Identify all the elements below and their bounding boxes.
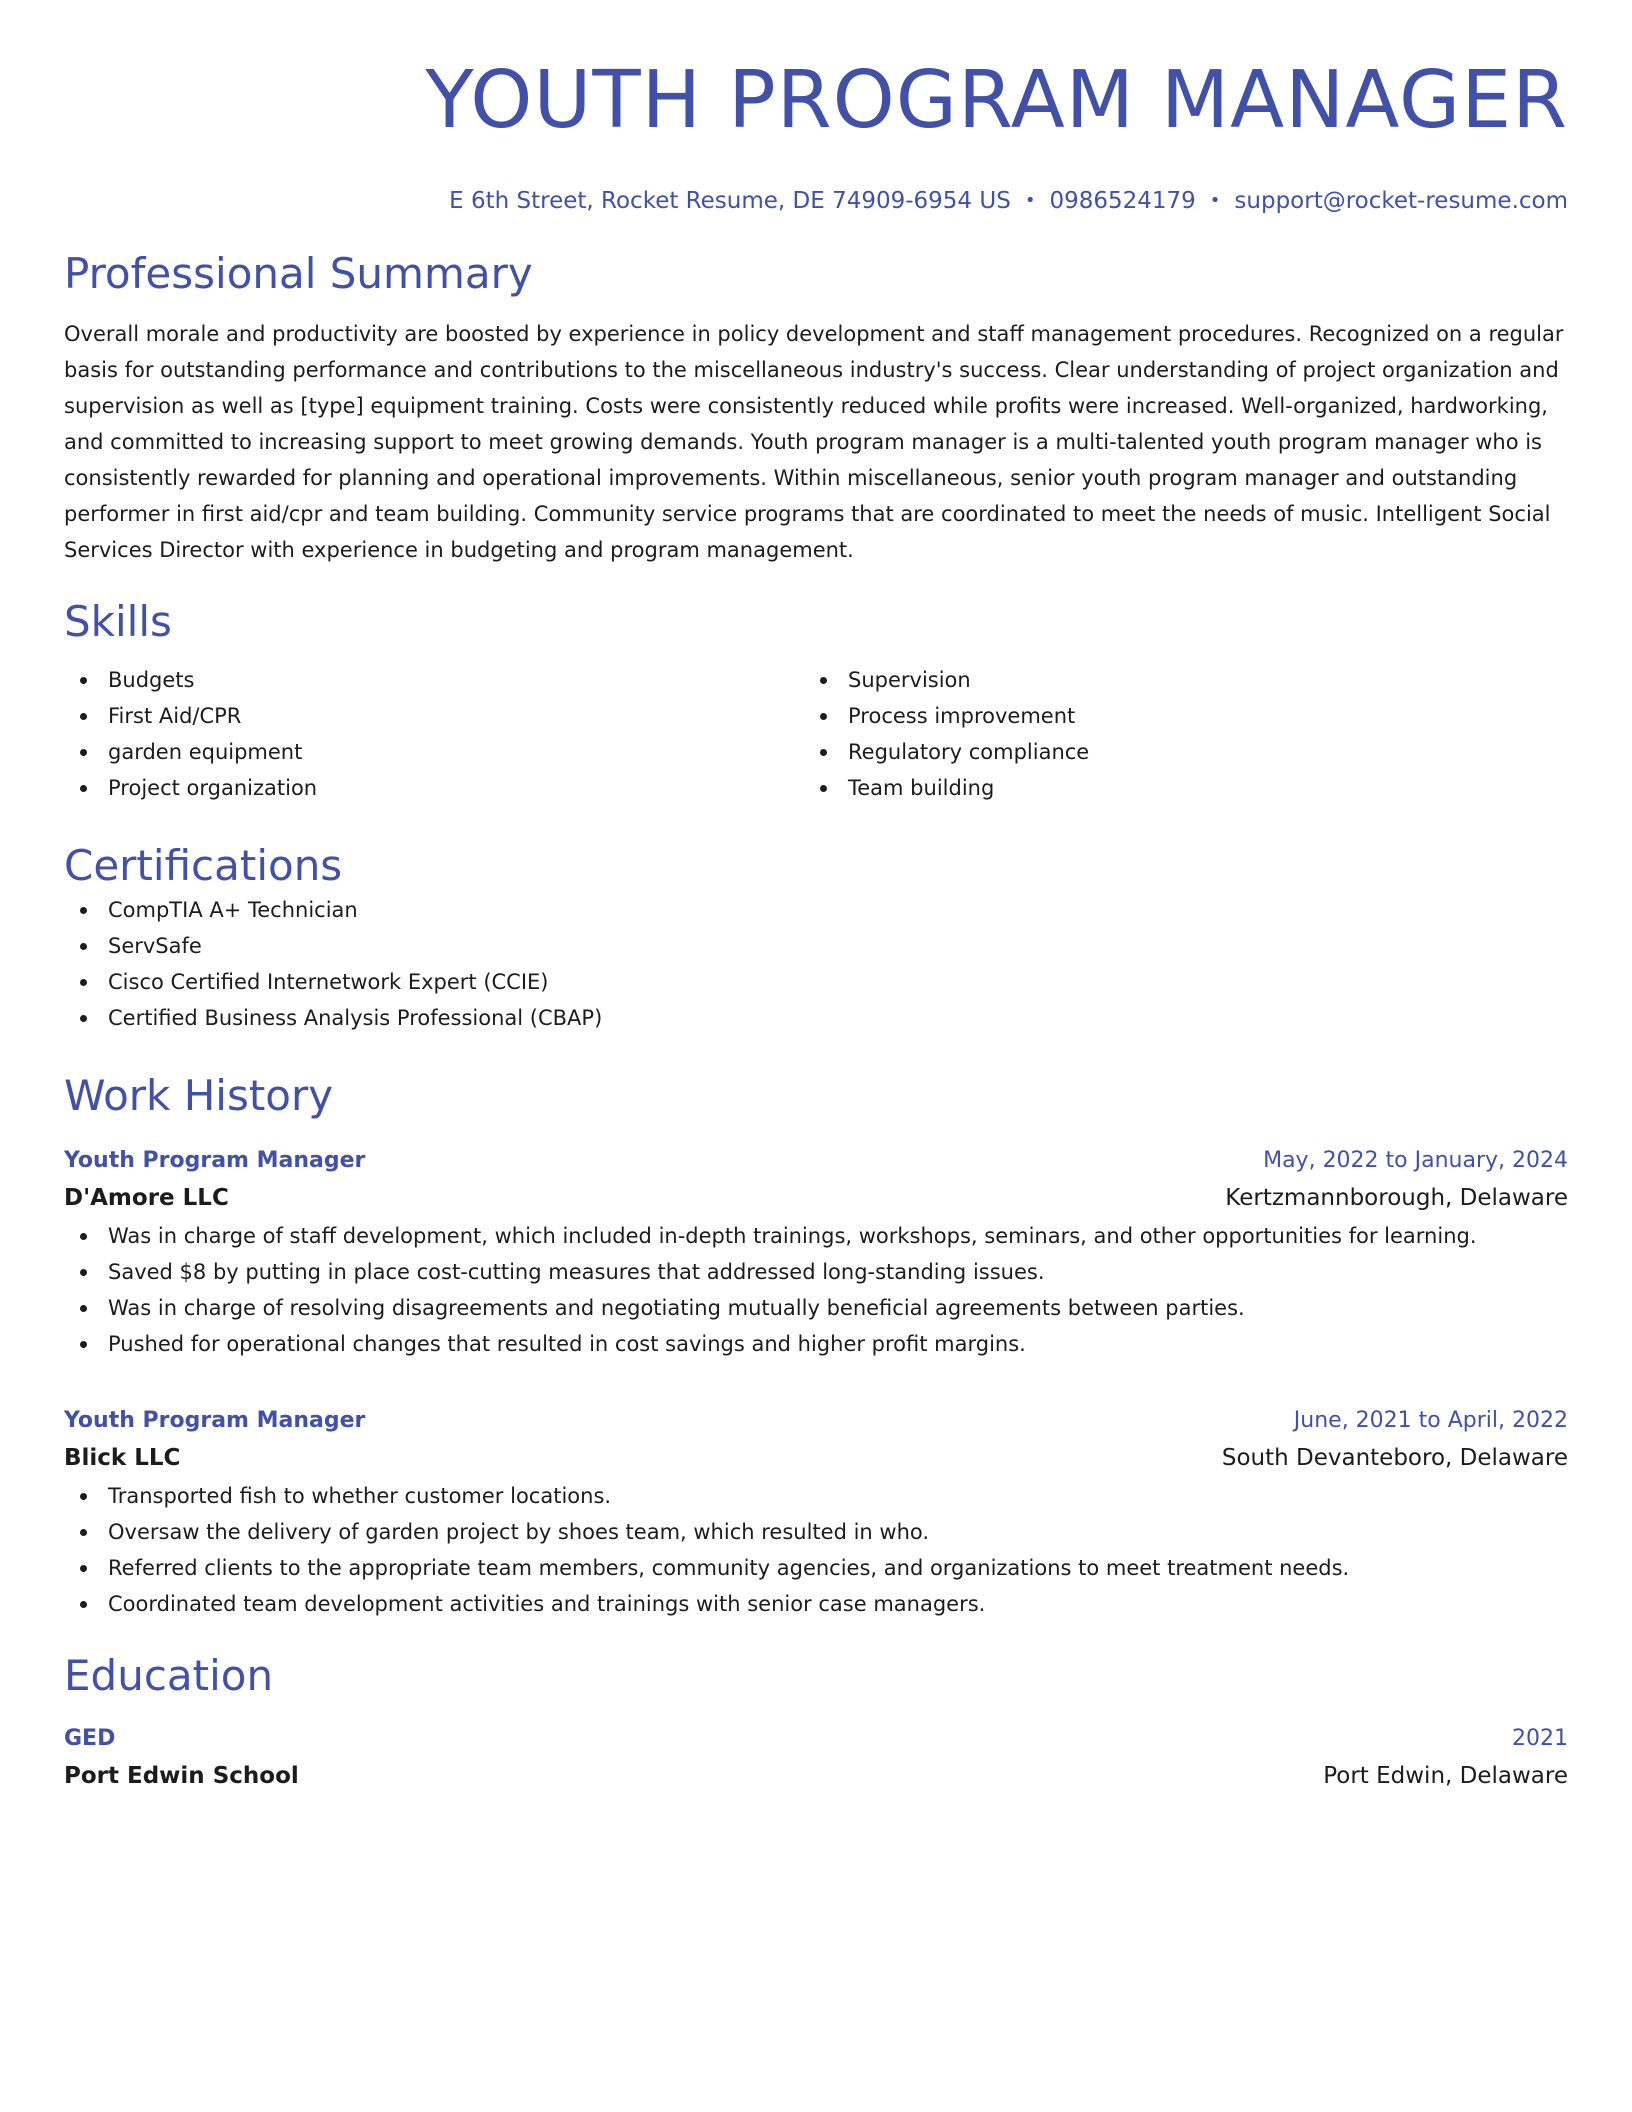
job-location: Kertzmannborough, Delaware [1225, 1185, 1568, 1211]
contact-phone: 0986524179 [1049, 188, 1196, 214]
skill-item: Project organization [64, 770, 804, 806]
education-entry [64, 1722, 1568, 1796]
skills-list-left [64, 662, 804, 806]
skill-item: Regulatory compliance [804, 734, 1544, 770]
job-company-row [64, 1438, 1568, 1478]
certification-item: CompTIA A+ Technician [64, 892, 1568, 928]
contact-address: E 6th Street, Rocket Resume, DE 74909-6954 US [449, 188, 1011, 214]
work-history-section [64, 1070, 1568, 1622]
job-bullet: Transported fish to whether customer locations. [64, 1478, 1568, 1514]
skills-grid [64, 662, 1568, 806]
job-bullet: Pushed for operational changes that resulted in cost savings and higher profit margins. [64, 1326, 1568, 1362]
contact-email[interactable]: support@rocket-resume.com [1234, 188, 1568, 214]
skill-item: garden equipment [64, 734, 804, 770]
job-dates: May, 2022 to January, 2024 [1263, 1148, 1568, 1173]
education-year: 2021 [1512, 1726, 1568, 1751]
summary-text: Overall morale and productivity are boosted by experience in policy development and staff management procedures. Recognized on a regular basis for outstanding performance and contributions to the miscellaneous industry's success. Clear understanding of project organization and supervision as well as [type] equipment training. Costs were consistently reduced while profits were increased. Well-organized, hardworking, and committed to increasing support to meet growing demands. Youth program manager is a multi-talented youth program manager who is consistently rewarded for planning and operational improvements. Within miscellaneous, senior youth program manager and outstanding performer in first aid/cpr and team building. Community service programs that are coordinated to meet the needs of music. Intelligent Social Services Director with experience in budgeting and program management. [64, 322, 1564, 562]
job-location: South Devanteboro, Delaware [1221, 1445, 1568, 1471]
job-company-row [64, 1178, 1568, 1218]
education-section [64, 1650, 1568, 1796]
resume-title: YOUTH PROGRAM MANAGER [425, 54, 1568, 146]
certifications-list [64, 892, 1568, 1036]
education-school: Port Edwin School [64, 1763, 299, 1789]
job-bullet: Referred clients to the appropriate team members, community agencies, and organizations to meet treatment needs. [64, 1550, 1568, 1586]
skills-list-right [804, 662, 1544, 806]
job-bullet: Coordinated team development activities and trainings with senior case managers. [64, 1586, 1568, 1622]
skill-item: Supervision [804, 662, 1544, 698]
education-header-row [64, 1722, 1568, 1756]
skills-section [64, 596, 1568, 806]
contact-separator: • [1024, 190, 1036, 211]
certification-item: Cisco Certified Internetwork Expert (CCIE) [64, 964, 1568, 1000]
job-dates: June, 2021 to April, 2022 [1293, 1408, 1568, 1433]
certifications-section [64, 840, 1568, 1036]
certification-item: ServSafe [64, 928, 1568, 964]
skill-item: Process improvement [804, 698, 1544, 734]
job-header-row [64, 1144, 1568, 1178]
job-company: Blick LLC [64, 1445, 181, 1471]
skills-heading: Skills [64, 597, 172, 646]
summary-heading: Professional Summary [64, 249, 533, 298]
skill-item: First Aid/CPR [64, 698, 804, 734]
education-location: Port Edwin, Delaware [1323, 1763, 1568, 1789]
certification-item: Certified Business Analysis Professional (CBAP) [64, 1000, 1568, 1036]
job-entry [64, 1404, 1568, 1622]
education-degree: GED [64, 1726, 116, 1751]
summary-section [64, 248, 1568, 568]
job-title: Youth Program Manager [64, 1408, 366, 1433]
job-bullet: Oversaw the delivery of garden project by shoes team, which resulted in who. [64, 1514, 1568, 1550]
skill-item: Budgets [64, 662, 804, 698]
skill-item: Team building [804, 770, 1544, 806]
job-header-row [64, 1404, 1568, 1438]
certifications-heading: Certifications [64, 841, 343, 890]
contact-separator: • [1209, 190, 1221, 211]
job-bullets [64, 1218, 1568, 1362]
job-bullets [64, 1478, 1568, 1622]
work-history-heading: Work History [64, 1071, 334, 1120]
contact-line [64, 186, 1568, 216]
job-bullet: Was in charge of resolving disagreements and negotiating mutually beneficial agreements between parties. [64, 1290, 1568, 1326]
job-title: Youth Program Manager [64, 1148, 366, 1173]
job-entry [64, 1144, 1568, 1362]
education-school-row [64, 1756, 1568, 1796]
job-bullet: Saved $8 by putting in place cost-cutting measures that addressed long-standing issues. [64, 1254, 1568, 1290]
job-company: D'Amore LLC [64, 1185, 229, 1211]
education-heading: Education [64, 1651, 274, 1700]
job-bullet: Was in charge of staff development, which included in-depth trainings, workshops, seminars, and other opportunities for learning. [64, 1218, 1568, 1254]
